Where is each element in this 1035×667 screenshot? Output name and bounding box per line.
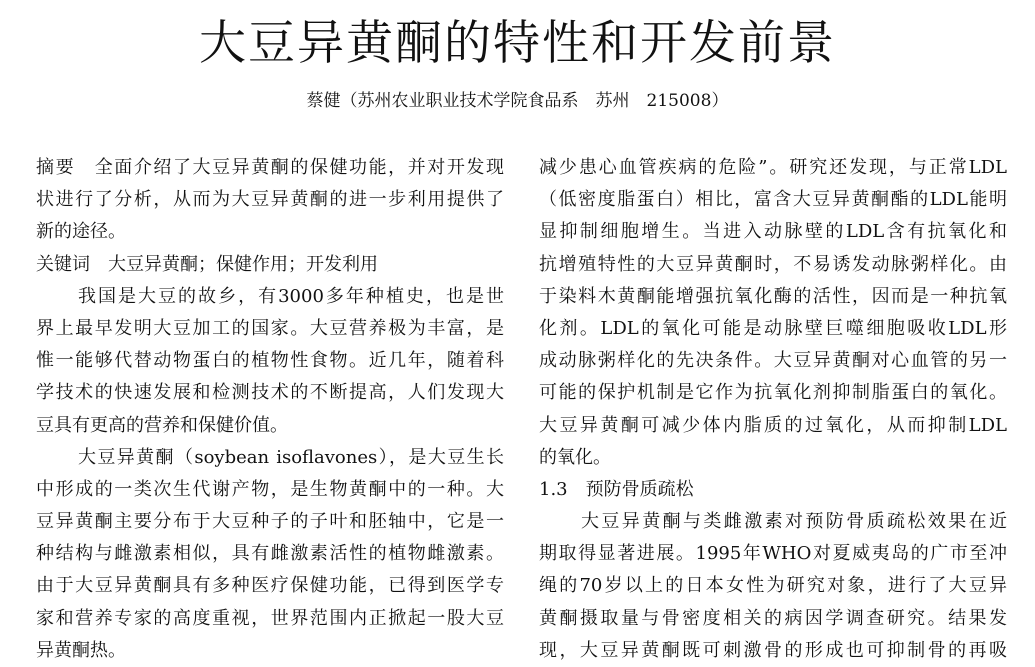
abstract-line: 新的途径。 — [36, 221, 126, 243]
section-heading: 1.3 预防骨质疏松 — [539, 478, 694, 500]
body-text-line: 化剂。LDL的氧化可能是动脉壁巨噬细胞吸收LDL形 — [539, 317, 1007, 339]
body-text-line: 黄酮摄取量与骨密度相关的病因学调查研究。结果发 — [539, 607, 1007, 629]
body-text-line: 成动脉粥样化的先决条件。大豆异黄酮对心血管的另一 — [539, 350, 1007, 372]
body-text-line: 显抑制细胞增生。当进入动脉壁的LDL含有抗氧化和 — [539, 221, 1007, 243]
body-text-line: 抗增殖特性的大豆异黄酮时，不易诱发动脉粥样化。由 — [539, 253, 1007, 275]
body-text-line: 我国是大豆的故乡，有3000多年种植史，也是世 — [78, 285, 504, 307]
left-column — [36, 152, 504, 667]
abstract-line: 状进行了分析，从而为大豆异黄酮的进一步利用提供了 — [36, 189, 504, 211]
body-text-line: 豆具有更高的营养和保健价值。 — [36, 414, 288, 436]
body-text-line: 中形成的一类次生代谢产物，是生物黄酮中的一种。大 — [36, 478, 504, 500]
body-text-line: 现，大豆异黄酮既可刺激骨的形成也可抑制骨的再吸 — [539, 639, 1007, 661]
right-column — [539, 152, 1007, 667]
body-text-line: 绳的70岁以上的日本女性为研究对象，进行了大豆异 — [539, 575, 1007, 597]
body-text-line: 的氧化。 — [539, 446, 611, 468]
body-text-line: 学技术的快速发展和检测技术的不断提高，人们发现大 — [36, 382, 504, 404]
keywords-line: 关键词 大豆异黄酮；保健作用；开发利用 — [36, 253, 378, 275]
body-text-line: 大豆异黄酮（soybean isoflavones），是大豆生长 — [78, 446, 504, 468]
body-text-line: 种结构与雌激素相似，具有雌激素活性的植物雌激素。 — [36, 543, 504, 565]
body-text-line: （低密度脂蛋白）相比，富含大豆异黄酮酯的LDL能明 — [539, 189, 1007, 211]
body-text-line: 豆异黄酮主要分布于大豆种子的子叶和胚轴中，它是一 — [36, 511, 504, 533]
paper-title: 大豆异黄酮的特性和开发前景 — [199, 16, 836, 71]
body-text-line: 期取得显著进展。1995年WHO对夏威夷岛的广市至冲 — [539, 543, 1007, 565]
body-text-line: 可能的保护机制是它作为抗氧化剂抑制脂蛋白的氧化。 — [539, 382, 1007, 404]
author-affiliation: 蔡健（苏州农业职业技术学院食品系 苏州 215008） — [306, 91, 729, 111]
body-text-line: 家和营养专家的高度重视，世界范围内正掀起一股大豆 — [36, 607, 504, 629]
body-text-line: 于染料木黄酮能增强抗氧化酶的活性，因而是一种抗氧 — [539, 285, 1007, 307]
body-text-line: 异黄酮热。 — [36, 639, 126, 661]
body-text-line: 惟一能够代替动物蛋白的植物性食物。近几年，随着科 — [36, 350, 504, 372]
body-text-line: 大豆异黄酮可减少体内脂质的过氧化，从而抑制LDL — [539, 414, 1007, 436]
body-text-line: 界上最早发明大豆加工的国家。大豆营养极为丰富，是 — [36, 317, 504, 339]
abstract-line: 摘要 全面介绍了大豆异黄酮的保健功能，并对开发现 — [36, 157, 504, 178]
body-text-line: 由于大豆异黄酮具有多种医疗保健功能，已得到医学专 — [36, 575, 504, 597]
body-text-line: 减少患心血管疾病的危险”。研究还发现，与正常LDL — [539, 157, 1007, 178]
body-text-line: 大豆异黄酮与类雌激素对预防骨质疏松效果在近 — [581, 511, 1007, 533]
